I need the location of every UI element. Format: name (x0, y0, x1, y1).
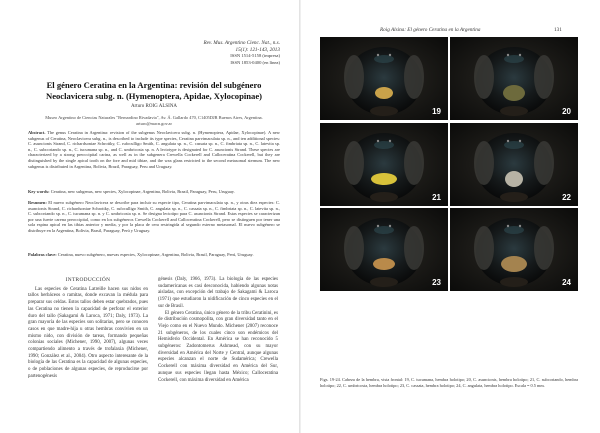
keywords-label: Key words: (28, 189, 50, 194)
palabras-text: Ceratina, nuevo subgénero, nuevas especies, Xylocopinae, Argentina, Bolivia, Brasil, Paraguay, Perú, Uruguay. (57, 252, 254, 257)
article-author: Arturo ROIG ALSINA (130, 104, 178, 109)
keywords (28, 189, 280, 195)
right-page (300, 0, 600, 433)
figure-number-19: 19 (432, 107, 441, 116)
body-paragraph: El género Ceratina, único género de la tribu Ceratinini, es de distribución cosmopolita, con gran diversidad tanto en el Viejo como en el Nuevo Mundo. Michener (2007) reconoce 21 subgéneros, de los cuales cinco son endémicos del Hemisferio Occidental. En América se han reconocido 5 subgéneros: Zadontomerus Ashmead, con su mayor diversidad en América del Norte y Central, aunque algunas especies alcanzan el norte de Sudamérica; Crewella Cockerell con máxima diversidad en América del Sur, aunque sus especies llegan hasta México; Calloceratina Cockerell, con máxima diversidad en América (158, 310, 278, 383)
journal-volume: 15(1): 121-143, 2013 (235, 46, 280, 53)
figure-number-22: 22 (562, 192, 571, 202)
body-paragraph: Las especies de Ceratina Latreille hacen sus nidos en tallos herbáceos o ramitas, donde excavan la médula para preparar sus celdas. Estos tallos deben estar quebrados, pues las Ceratina no tienen la capacidad de perforar el exterior duro del tallo (Sakagami & Laroca, 1971; Daly, 1973). La gran mayoría de las especies son solitarias, pero se conocen casos en que madre-hija u otras hembras convivien en un mismo nido, con división de tareas, formando pequeñas colonias sociales (Michener, 1990, 2007), algunas veces compartiendo alimento a través de trofalaxia (Michener, 1990; González et al., 2004). Otro aspecto interesante de la biología de las Ceratina es la capacidad de algunas especies, o de poblaciones de algunas especies, de reproducirse por partenogénesis (28, 286, 148, 379)
figure-number-23: 23 (432, 278, 441, 287)
figure-number-20: 20 (562, 107, 571, 116)
body-column-1 (28, 277, 148, 381)
bee-head-illustration (320, 37, 448, 120)
body-column-2 (158, 277, 278, 384)
running-head: Roig Alsina: El género Ceratina en la Argentina (380, 27, 481, 33)
bee-head-illustration (450, 208, 578, 291)
journal-citation (203, 40, 280, 66)
figure-photo-23 (320, 208, 448, 291)
abstract-text: The genus Ceratina in Argentina: revision of the subgenus Neoclavicera subg. n. (Hymenoptera, Apidae, Xylocopinae). A new subgenus of Ceratina, Neoclavicera subg. n., is described to include its type species, Ceratina parvimaculata sp. n., and ten additional species: C. asuncionis Strand, C. richardsoniae Schrottky, C. rufoculligo Smith, C. angulata sp. n., C. cassata sp. n., C. fimbriata sp. n., C. latevita sp. n., C. subcoriando sp. n., C. tucumana sp. n., and C. umbricosta sp. n. A lectotype is designated for C. asuncionis Strand. These species are characterized by a strong preoccipital carina, as well as in the subgenera Crewella Cockerell and Calloceratina Cockerell, but they are distinguished by the single apical tooth on the fore and mid tibiae, and the wax glans restricted to the second metasomal sternum. The new subgenus is distributed in Argentina, Bolivia, Brazil, Paraguay, Peru and Uruguay. (28, 130, 280, 169)
author-affiliation: Museo Argentino de Ciencias Naturales "Bernardino Rivadavia", Av. Á. Gallardo 470, C1405DJR Buenos Aires, Argentina. arturo@macn.gov.ar (45, 115, 263, 126)
bee-head-illustration (320, 208, 448, 291)
figure-number-21: 21 (432, 192, 441, 202)
figure-number-24: 24 (562, 278, 571, 287)
journal-name: Rev. Mus. Argentino Cienc. Nat., n.s. (203, 40, 280, 46)
resumen-text: El nuevo subgénero Neoclavicera se describe para incluir su especie tipo, Ceratina parvimaculata sp. n., y otras diez especies: C. asuncionis Strand, C. richardsoniae Schrottky, C. rufoculligo Smith, C. angulata sp. n., C. cassata sp. n., C. fimbriata sp. n., C. latevita sp. n., C. subcoriando sp. n., C. tucumana sp. n. y C. umbricosta sp. n. Se designa lectotipo para C. asuncionis Strand. Estas especies se caracterizan por una fuerte carena preoccipital, como en los subgéneros Crewella Cockerell and Calloceratina Cockerell, pero se distinguen por tener una sola espina apical en las tibias anterior y media, y por la placa de cera restringida al segundo esterno metasomal. El nuevo subgénero se distribuye en la Argentina, Bolivia, Brasil, Paraguay, Perú y Uruguay. (28, 200, 280, 233)
abstract (28, 130, 280, 169)
bee-head-illustration (320, 123, 448, 206)
body-paragraph: génesis (Daly, 1966, 1973). La biología de las especies sudamericanas es casi desconocida, habiendo algunas notas aisladas, con excepción del trabajo de Sakagami & Laroca (1971) que estudiaron la nidificación de cinco especies en el sur de Brasil. (158, 277, 278, 309)
figure-photo-24 (450, 208, 578, 291)
section-heading-introduccion: INTRODUCCIÓN (65, 277, 111, 283)
figure-photo-19 (320, 37, 448, 120)
resumen (28, 200, 280, 234)
keywords-text: Ceratina, new subgenus, new species, Xylocopinae, Argentina, Bolivia, Brazil, Paraguay, Peru, Uruguay. (50, 189, 235, 194)
article-title: El género Ceratina en la Argentina: revisión del subgénero Neoclavicera subg. n. (Hymenoptera, Apidae, Xylocopinae) (45, 80, 263, 101)
figure-caption: Figs. 19-24. Cabeza de la hembra, vista frontal: 19, C. tucumana, hembra holotipo; 20, C. asuncionis, hembra holotipo; 21, C. subcoriando, hembra holotipo; 22, C. umbricosta, hembra holotipo; 23, C. cassata, hembra holotipo; 24, C. angulata, hembra holotipo. Escala = 0.5 mm. (320, 377, 578, 388)
page-number: 131 (554, 27, 562, 33)
palabras-label: Palabras clave: (28, 252, 57, 257)
resumen-label: Resumen: (28, 200, 47, 205)
bee-head-illustration (450, 37, 578, 120)
palabras-clave (28, 252, 280, 258)
issn-print: ISSN 1514-5158 (impresa) (230, 53, 280, 59)
figure-plates (320, 37, 578, 373)
figure-photo-20 (450, 37, 578, 120)
figure-photo-21 (320, 123, 448, 206)
bee-head-illustration (450, 123, 578, 206)
abstract-label: Abstract. (28, 130, 46, 135)
figure-photo-22 (450, 123, 578, 206)
issn-online: ISSN 1853-0400 (en línea) (230, 59, 280, 65)
